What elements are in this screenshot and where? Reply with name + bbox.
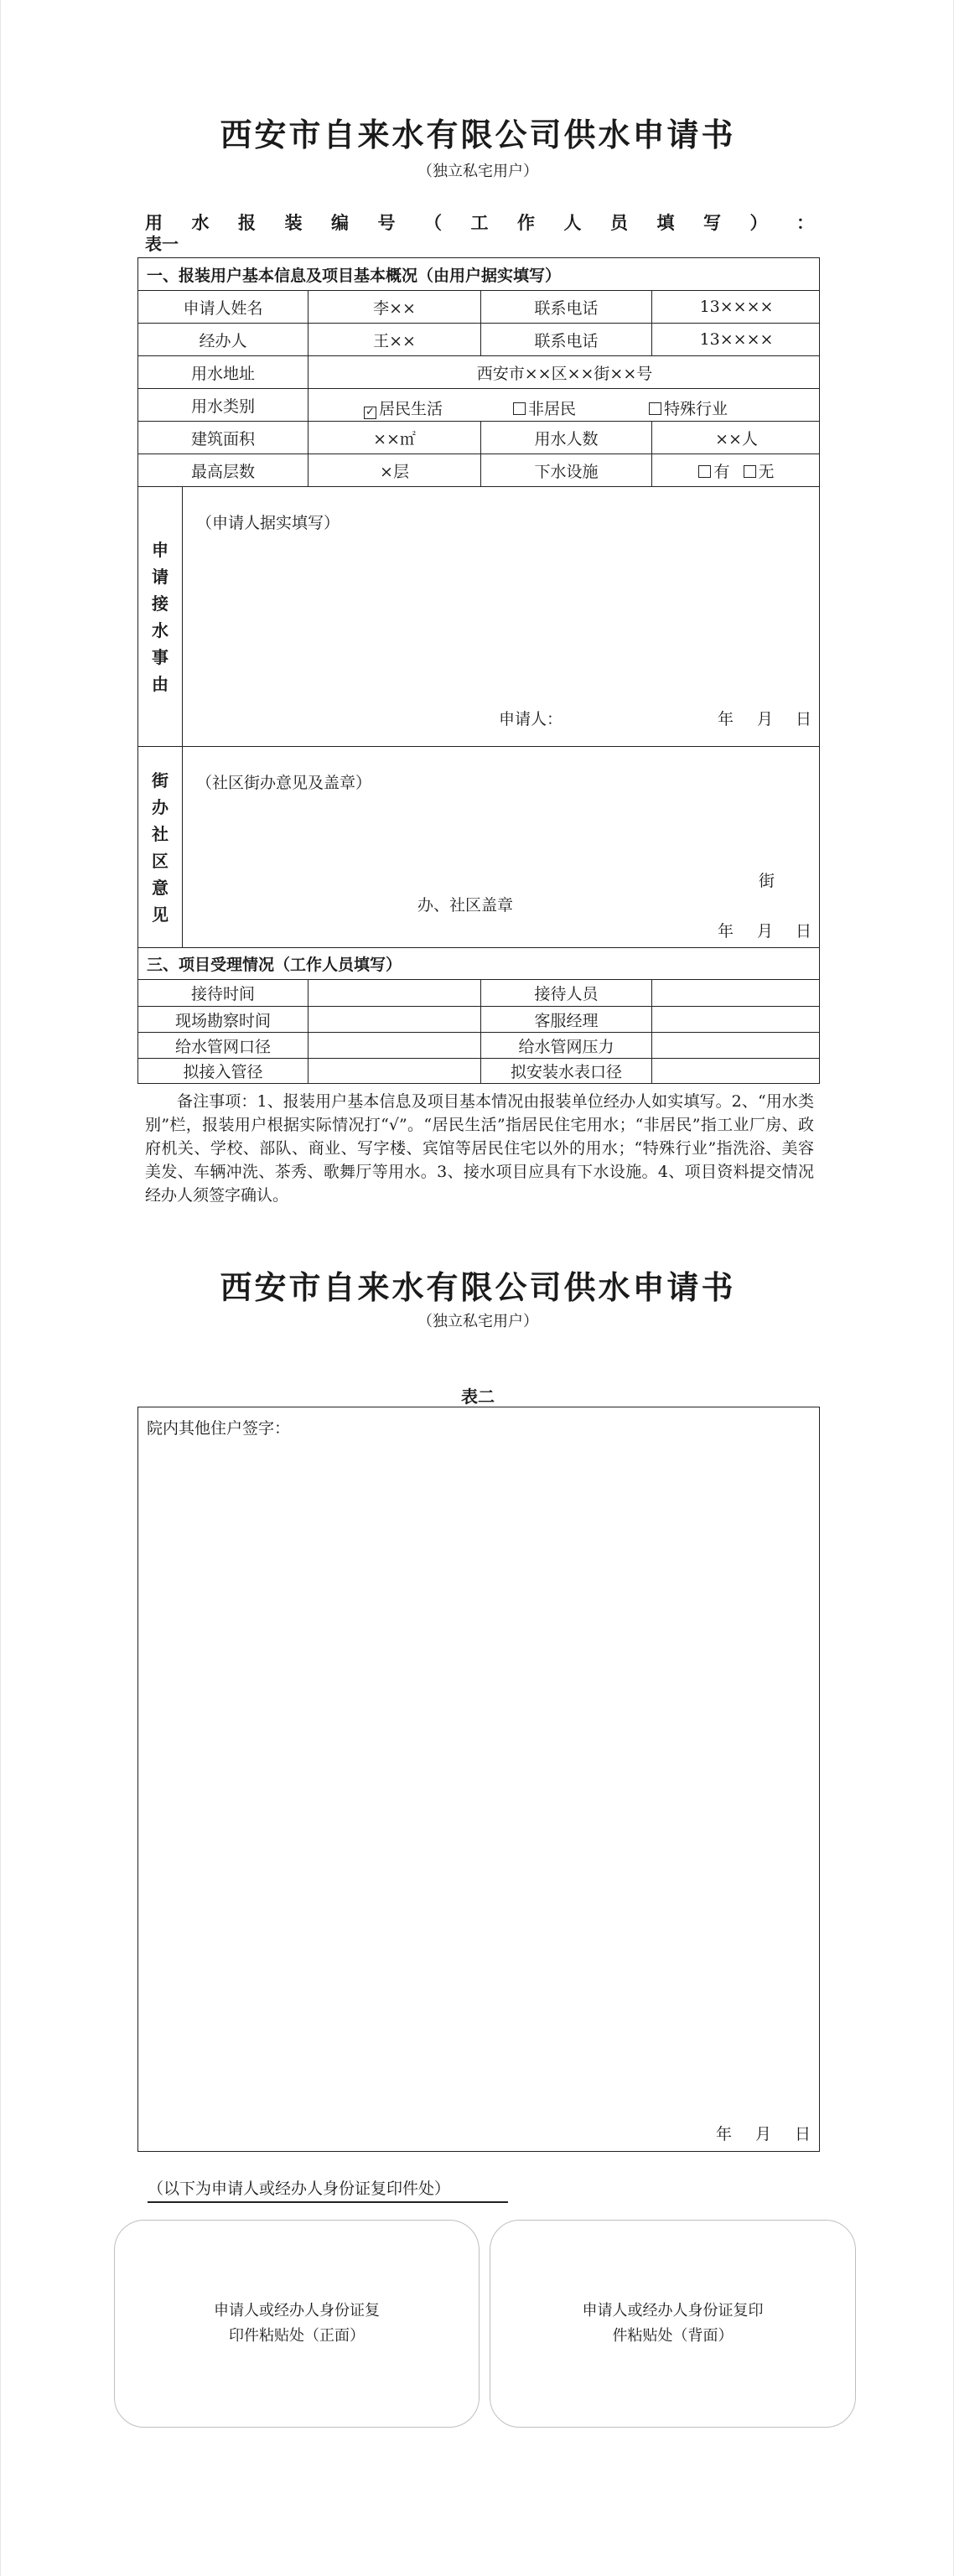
section1-header-row: [138, 258, 819, 290]
page2-title: 西安市自来水有限公司供水申请书: [220, 1268, 736, 1306]
staff-value[interactable]: [308, 1007, 480, 1032]
staff-label: 接待时间: [190, 985, 255, 1003]
remarks-note: 备注事项：1、报装用户基本信息及项目基本情况由报装单位经办人如实填写。2、“用水类别”栏，报装用户根据实际情况打“√”。“居民生活”指居民住宅用水；“非居民”指工业厂房、政府机关、学校、部队、商业、写字楼、宾馆等居民住宅以外的用水；“特殊行业”指洗浴、美容美发、车辆冲洗、茶秀、歌舞厅等用水。3、接水项目应具有下水设施。4、项目资料提交情况经办人须签字确认。: [145, 1092, 814, 1205]
staff-value[interactable]: [651, 980, 821, 1006]
vertical-char: 请: [152, 566, 169, 587]
agent-label: 经办人: [199, 331, 247, 350]
staff-label: 接待人员: [480, 980, 651, 1006]
serial-char: 用: [145, 212, 163, 233]
street-vertical-label: [138, 747, 182, 947]
floors-label: 最高层数: [190, 462, 255, 481]
serial-char: 填: [656, 212, 675, 233]
sewer-option-label: 无: [758, 462, 775, 481]
staff-label: 客服经理: [480, 1007, 651, 1032]
vertical-char: 由: [152, 673, 169, 694]
id-front-paste-area[interactable]: [114, 2220, 480, 2428]
vertical-char: 事: [152, 646, 169, 667]
checkbox-icon[interactable]: [698, 465, 711, 478]
table-row: [138, 323, 819, 355]
serial-char: 装: [284, 212, 303, 233]
sewer-option-no[interactable]: [744, 459, 775, 482]
phone-value[interactable]: 13××××: [651, 291, 821, 323]
type-option-special[interactable]: [649, 397, 728, 419]
checkbox-icon[interactable]: [649, 402, 661, 415]
date-year: 年: [718, 710, 734, 728]
address-label: 用水地址: [190, 364, 255, 383]
checkbox-checked-icon[interactable]: ✓: [364, 407, 376, 419]
address-value[interactable]: 西安市××区××街××号: [308, 356, 821, 388]
table-row: [138, 1058, 819, 1083]
seal-text-b: 办、社区盖章: [417, 896, 514, 915]
reason-vertical-label: [138, 487, 182, 746]
application-table: [137, 257, 820, 1084]
staff-label: 现场勘察时间: [174, 1011, 271, 1030]
residents-signature-box[interactable]: [137, 1407, 820, 2152]
staff-value[interactable]: [651, 1007, 821, 1032]
phone-label: 联系电话: [480, 291, 651, 323]
id-front-line: 印件粘贴处（正面）: [229, 2327, 365, 2345]
reason-hint: （申请人据实填写）: [196, 514, 340, 532]
reason-field[interactable]: [182, 487, 821, 746]
serial-char: ：: [796, 212, 814, 233]
serial-char: 水: [191, 212, 210, 233]
serial-char: ）: [749, 212, 768, 233]
serial-number-line: [145, 210, 814, 235]
vertical-char: 办: [152, 796, 169, 817]
section1-title: 一、报装用户基本信息及项目基本概况（由用户据实填写）: [147, 266, 562, 285]
table2-label: 表二: [461, 1386, 495, 1407]
type-option-label: 非居民: [528, 400, 577, 418]
type-option-residential[interactable]: [364, 397, 443, 419]
staff-value[interactable]: [308, 1059, 480, 1083]
vertical-char: 意: [152, 877, 169, 898]
hint-underline: [148, 2201, 508, 2203]
checkbox-icon[interactable]: [513, 402, 526, 415]
id-front-line: 申请人或经办人身份证复: [214, 2302, 380, 2319]
vertical-char: 街: [152, 770, 169, 790]
serial-char: 写: [703, 212, 721, 233]
water-type-options: [308, 389, 821, 421]
id-back-paste-area[interactable]: [490, 2220, 856, 2428]
table-row: [138, 355, 819, 388]
id-back-line: 件粘贴处（背面）: [612, 2327, 734, 2345]
section3-header-row: [138, 947, 819, 979]
id-copy-hint: [148, 2176, 450, 2201]
serial-char: 编: [331, 212, 349, 233]
type-option-label: 居民生活: [379, 400, 443, 418]
table-row: [138, 290, 819, 323]
applicant-name-value[interactable]: 李××: [308, 291, 480, 323]
serial-char: 工: [470, 212, 489, 233]
page-subtitle: （独立私宅用户）: [417, 163, 538, 180]
vertical-char: 见: [152, 904, 169, 925]
serial-char: 员: [610, 212, 628, 233]
table-label: 表一: [145, 234, 179, 254]
area-label: 建筑面积: [190, 429, 255, 448]
vertical-char: 社: [152, 823, 169, 844]
street-opinion-section: [138, 746, 819, 947]
applicant-name-label: 申请人姓名: [183, 298, 263, 318]
people-value[interactable]: ××人: [651, 422, 821, 454]
street-opinion-field[interactable]: [182, 747, 821, 947]
id-back-line: 申请人或经办人身份证复印: [582, 2302, 764, 2319]
date-month: 月: [757, 710, 774, 728]
staff-label: 给水管网压力: [480, 1033, 651, 1058]
table-row: [138, 1006, 819, 1032]
type-option-label: 特殊行业: [664, 400, 728, 418]
table-row: [138, 979, 819, 1006]
floors-value[interactable]: ×层: [308, 454, 480, 486]
date-day: 日: [795, 2125, 811, 2143]
page-title: 西安市自来水有限公司供水申请书: [220, 116, 736, 153]
table-row: [138, 1032, 819, 1058]
serial-char: 作: [517, 212, 535, 233]
people-label: 用水人数: [480, 422, 651, 454]
staff-value[interactable]: [651, 1033, 821, 1058]
reason-section: [138, 486, 819, 746]
water-type-label: 用水类别: [190, 397, 255, 416]
table-row: [138, 388, 819, 421]
date-day: 日: [796, 710, 812, 728]
agent-phone-value[interactable]: 13××××: [651, 324, 821, 355]
vertical-char: 区: [152, 850, 169, 871]
vertical-char: 水: [152, 619, 169, 640]
sewer-options: [651, 454, 821, 486]
id-back-label: [583, 2299, 764, 2349]
page2-subtitle: （独立私宅用户）: [417, 1313, 538, 1330]
staff-value[interactable]: [651, 1059, 821, 1083]
staff-label: 拟安装水表口径: [480, 1059, 651, 1083]
date-month: 月: [755, 2125, 772, 2143]
seal-text-a: 街: [759, 872, 775, 890]
residents-signature-label: 院内其他住户签字：: [147, 1419, 291, 1438]
sewer-label: 下水设施: [480, 454, 651, 486]
sewer-option-yes[interactable]: [698, 459, 729, 482]
agent-value[interactable]: 王××: [308, 324, 480, 355]
table-row: [138, 454, 819, 486]
staff-label: 拟接入管径: [183, 1063, 263, 1081]
staff-value[interactable]: [308, 1033, 480, 1058]
serial-char: （: [424, 212, 442, 233]
checkbox-icon[interactable]: [744, 465, 756, 478]
staff-label: 给水管网口径: [174, 1037, 271, 1056]
vertical-char: 申: [152, 539, 169, 560]
date-year: 年: [718, 922, 734, 941]
serial-char: 报: [238, 212, 256, 233]
agent-phone-label: 联系电话: [480, 324, 651, 355]
applicant-signature-label: 申请人：: [499, 710, 563, 728]
serial-char: 号: [377, 212, 396, 233]
street-hint: （社区街办意见及盖章）: [196, 774, 372, 792]
date-month: 月: [757, 922, 774, 941]
date-day: 日: [796, 922, 812, 941]
staff-value[interactable]: [308, 980, 480, 1006]
type-option-nonresidential[interactable]: [513, 397, 576, 419]
area-value[interactable]: ××㎡: [308, 422, 480, 454]
id-front-label: [214, 2299, 380, 2349]
section3-title: 三、项目受理情况（工作人员填写）: [147, 956, 402, 974]
id-copy-hint-text: （以下为申请人或经办人身份证复印件处）: [148, 2179, 451, 2198]
serial-char: 人: [563, 212, 582, 233]
table-row: [138, 421, 819, 454]
sewer-option-label: 有: [713, 462, 730, 481]
date-year: 年: [716, 2125, 733, 2143]
vertical-char: 接: [152, 593, 169, 614]
